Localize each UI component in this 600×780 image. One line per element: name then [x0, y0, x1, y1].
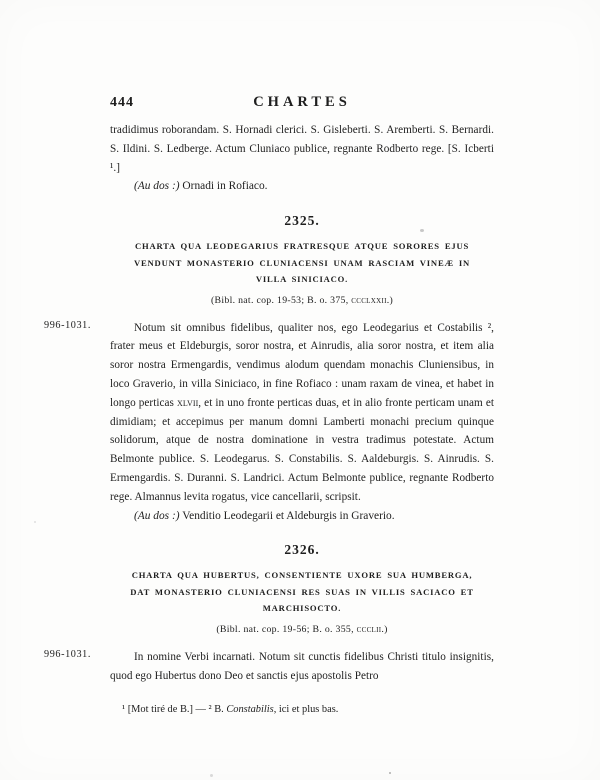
- text-column: [44, 121, 494, 717]
- entry-2325-au-dos: [110, 507, 494, 526]
- footnote-text-part: ¹ [Mot tiré de B.] — ² B.: [122, 703, 227, 715]
- footnote: [110, 702, 494, 717]
- entry-2326-body-block: [44, 648, 494, 686]
- entry-2326-source: [110, 624, 494, 635]
- scan-speck: [420, 229, 424, 232]
- source-roman-numeral: ccclxxii: [351, 294, 387, 306]
- scan-speck: [389, 772, 391, 774]
- entry-2326-margin-date: 996-1031.: [44, 649, 91, 661]
- au-dos-text: Venditio Leodegarii et Aldeburgis in Graverio.: [182, 509, 395, 522]
- au-dos-label: (Au dos :): [134, 180, 180, 193]
- roman-numeral-perticas: xlvii: [177, 396, 199, 409]
- entry-2325-heading: CHARTA QUA LEODEGARIUS FRATRESQUE ATQUE SORORES EJUS VENDUNT MONASTERIO CLUNIACENSI UNAM RASCIAM VINEÆ IN VILLA SINICIACO.: [134, 241, 470, 285]
- scan-speck: [34, 521, 36, 523]
- continuation-au-dos: [110, 177, 494, 196]
- source-prefix: (Bibl. nat. cop. 19-53; B. o. 375,: [210, 294, 352, 306]
- source-suffix: .): [381, 623, 388, 635]
- page-number: 444: [110, 95, 134, 110]
- body-text-part: In nomine Verbi incarnati. Notum sit cunctis fidelibus Christi titulo insignitis, quod ego Hubertus dono Deo et sanctis ejus apostolis Petro: [110, 650, 494, 682]
- source-suffix: .): [386, 294, 394, 306]
- footnote-text-part: , ici et plus bas.: [273, 703, 339, 715]
- continuation-paragraph: [110, 121, 494, 177]
- page-title: CHARTES: [253, 94, 351, 110]
- body-text-part: , et in uno fronte perticas duas, et in alio fronte perticam unam et dimidiam; et accepimus per manum domni Lamberti monachi precium quinque solidorum, atque de nostra dominatione in vestra tradimus potestate. Actum Belmonte publice. S. Leodegarus. S. Constabilis. S. Aaldeburgis. S. Ainrudis. S. Ermengardis. S. Duranni. S. Landrici. Actum Belmonte publice, regnante Rodberto rege. Almannus levita rogatus, vice cancellarii, scripsit.: [110, 396, 494, 503]
- continuation-text: tradidimus roborandam. S. Hornadi clerici. S. Gisleberti. S. Aremberti. S. Bernardi. S. Ildini. S. Ledberge. Actum Cluniaco publice, regnante Rodberto rege. [S. Icberti ¹.]: [110, 124, 494, 174]
- au-dos-label: (Au dos :): [134, 509, 180, 522]
- entry-2325-margin-date: 996-1031.: [44, 320, 91, 332]
- au-dos-text: Ornadi in Rofiaco.: [182, 180, 268, 193]
- entry-2326-heading: CHARTA QUA HUBERTUS, CONSENTIENTE UXORE SUA HUMBERGA, DAT MONASTERIO CLUNIACENSI RES SUAS IN VILLIS SACIACO ET MARCHISOCTO.: [130, 570, 474, 614]
- source-roman-numeral: ccclii: [356, 623, 382, 635]
- entry-2325-number: 2325.: [284, 213, 320, 229]
- entry-2326-number: 2326.: [284, 542, 320, 558]
- source-prefix: (Bibl. nat. cop. 19-56; B. o. 355,: [216, 623, 357, 635]
- page-header: [0, 94, 600, 114]
- body-text-part: Notum sit omnibus fidelibus, qualiter nos, ego Leodegarius et Costabilis ², frater meus et Eldeburgis, soror nostra, et Ainrudis, alia soror nostra, et item alia soror nostra Ermengardis, vendimus alodum quendam monachis Cluniensibus, in loco Graverio, in villa Siniciaco, in fine Rofiaco : unam raxam de vinea, et habet in longo perticas: [110, 321, 494, 409]
- entry-2325-body-block: [44, 319, 494, 526]
- entry-2325-source: [110, 295, 494, 306]
- footnote-italic-word: Constabilis: [226, 703, 274, 715]
- scan-speck: [210, 774, 213, 777]
- entry-2326-body: [110, 648, 494, 686]
- entry-2325-body: [110, 319, 494, 507]
